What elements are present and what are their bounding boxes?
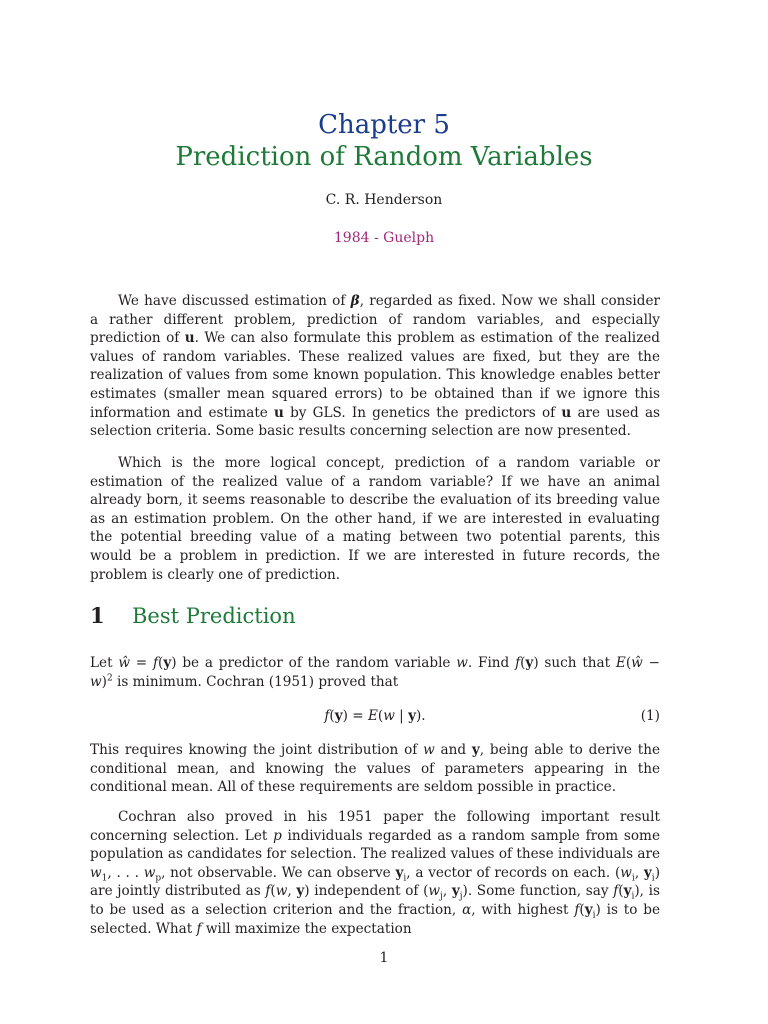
body-paragraph-3: Cochran also proved in his 1951 paper the following important result concerning selection. Let p individuals regarded as a random sample from some population as candidates for selection. The realized values of these individuals are $w_1$, . . . $w_p$, not observable. We can observe $y_i$, a vector of records on each. ($w_i$, $y_i$) are jointly distributed as f(w, y) independent of ($w_j$, $y_j$). Some function, say $f(y_i)$, is to be used as a selection criterion and the fraction, α, with highest $f(y_i)$ is to be selected. What f will maximize the expectation	[90, 809, 661, 937]
body-paragraph-2: This requires knowing the joint distribution of w and y, being able to derive the conditional mean, and knowing the values of parameters appearing in the conditional mean. All of these requirements are seldom possible in practice.	[90, 742, 660, 796]
section-title: Best Prediction	[132, 604, 296, 628]
body-paragraph-1: Let ŵ = f(y) be a predictor of the random variable w. Find f(y) such that E(ŵ − w)$^2$ is minimum. Cochran (1951) proved that	[90, 655, 660, 690]
page-number: 1	[379, 950, 389, 966]
chapter-number: Chapter 5	[318, 110, 450, 140]
section-number: 1	[90, 603, 105, 628]
math-beta: β	[350, 293, 360, 309]
author: C. R. Henderson	[325, 192, 443, 208]
equation-1	[90, 708, 660, 728]
section-heading	[90, 603, 296, 628]
math-u: u	[274, 404, 284, 421]
equation-number: (1)	[640, 708, 660, 724]
equation-body: f(y) = E(w | y).	[324, 708, 426, 724]
chapter-title: Prediction of Random Variables	[175, 142, 593, 172]
math-u: u	[561, 404, 572, 421]
intro-paragraph-1: We have discussed estimation of β, regarded as fixed. Now we shall consider a rather different problem, prediction of random variables, and especially prediction of u. We can also formulate this problem as estimation of the realized values of random variables. These realized values are fixed, but they are the realization of values from some known population. This knowledge enables better estimates (smaller mean squared errors) to be obtained than if we ignore this information and estimate u by GLS. In genetics the predictors of u are used as selection criteria. Some basic results concerning selection are now presented.	[90, 293, 661, 440]
date-place: 1984 - Guelph	[333, 230, 435, 246]
intro-paragraph-2: Which is the more logical concept, prediction of a random variable or estimation of the realized value of a random variable? If we have an animal already born, it seems reasonable to describe the evaluation of its breeding value as an estimation problem. On the other hand, if we are interested in evaluating the potential breeding value of a mating between two potential parents, this would be a problem in prediction. If we are interested in future records, the problem is clearly one of prediction.	[90, 455, 660, 583]
math-u: u	[184, 330, 195, 347]
